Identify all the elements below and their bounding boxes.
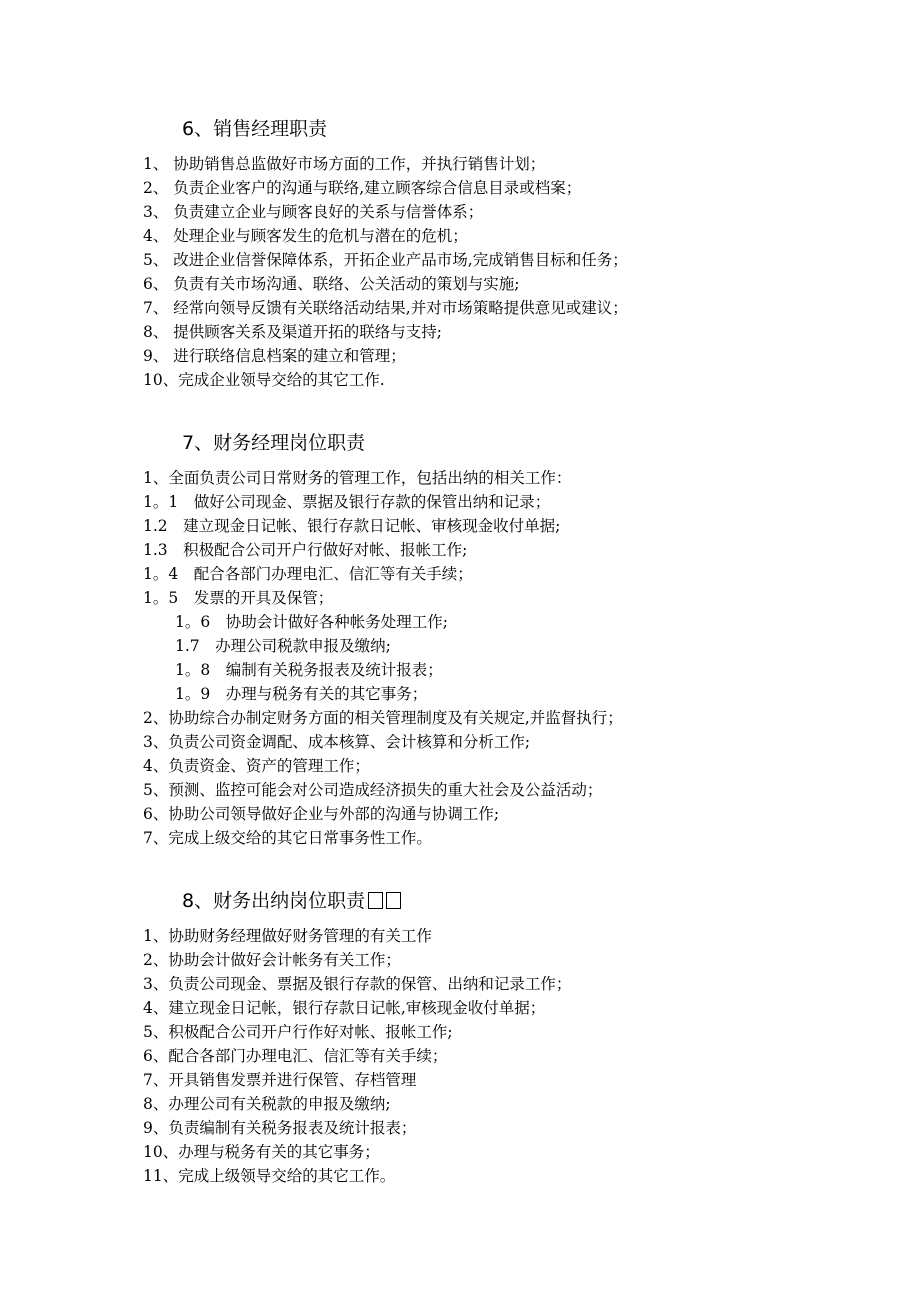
list-item: 10、完成企业领导交给的其它工作.: [143, 371, 385, 389]
list-item: 2、 负责企业客户的沟通与联络,建立顾客综合信息目录或档案；: [143, 179, 582, 197]
list-item: 7、完成上级交给的其它日常事务性工作。: [143, 829, 432, 847]
list-item: 6、配合各部门办理电汇、信汇等有关手续；: [143, 1047, 448, 1065]
list-item: 1。8 编制有关税务报表及统计报表；: [175, 661, 443, 679]
section-heading: 6、销售经理职责: [182, 118, 328, 140]
list-item: 4、建立现金日记帐，银行存款日记帐,审核现金收付单据；: [143, 999, 546, 1017]
list-item: 5、积极配合公司开户行作好对帐、报帐工作;: [143, 1023, 453, 1041]
list-item: 1、协助财务经理做好财务管理的有关工作: [143, 927, 432, 945]
list-item: 1、全面负责公司日常财务的管理工作，包括出纳的相关工作：: [143, 469, 572, 487]
section-heading-text: 8、财务出纳岗位职责: [182, 890, 366, 912]
list-item: 1。4 配合各部门办理电汇、信汇等有关手续；: [143, 565, 473, 583]
list-item: 9、 进行联络信息档案的建立和管理；: [143, 347, 406, 365]
list-item: 2、协助会计做好会计帐务有关工作；: [143, 951, 401, 969]
placeholder-boxes: [365, 891, 401, 915]
list-item: 8、 提供顾客关系及渠道开拓的联络与支持;: [143, 323, 443, 341]
list-item: 11、完成上级领导交给的其它工作。: [143, 1167, 396, 1185]
list-item: 9、负责编制有关税务报表及统计报表；: [143, 1119, 417, 1137]
list-item: 1。1 做好公司现金、票据及银行存款的保管出纳和记录；: [143, 493, 551, 511]
list-item: 1.7 办理公司税款申报及缴纳;: [175, 637, 391, 655]
list-item: 3、负责公司现金、票据及银行存款的保管、出纳和记录工作；: [143, 975, 572, 993]
section-heading: 7、财务经理岗位职责: [182, 432, 366, 454]
list-item: 1、 协助销售总监做好市场方面的工作，并执行销售计划；: [143, 155, 546, 173]
list-item: 5、预测、监控可能会对公司造成经济损失的重大社会及公益活动；: [143, 781, 603, 799]
list-item: 1.3 积极配合公司开户行做好对帐、报帐工作;: [143, 541, 468, 559]
list-item: 4、 处理企业与顾客发生的危机与潜在的危机；: [143, 227, 468, 245]
list-item: 3、负责公司资金调配、成本核算、会计核算和分析工作;: [143, 733, 531, 751]
list-item: 3、 负责建立企业与顾客良好的关系与信誉体系；: [143, 203, 484, 221]
list-item: 7、 经常向领导反馈有关联络活动结果,并对市场策略提供意见或建议；: [143, 299, 628, 317]
section-heading: [182, 889, 401, 915]
list-item: 8、办理公司有关税款的申报及缴纳;: [143, 1095, 391, 1113]
list-item: 10、办理与税务有关的其它事务；: [143, 1143, 380, 1161]
list-item: 7、开具销售发票并进行保管、存档管理: [143, 1071, 417, 1089]
list-item: 1。5 发票的开具及保管；: [143, 589, 334, 607]
list-item: 6、 负责有关市场沟通、联络、公关活动的策划与实施;: [143, 275, 520, 293]
list-item: 5、 改进企业信誉保障体系，开拓企业产品市场,完成销售目标和任务；: [143, 251, 628, 269]
missing-glyph-box: [368, 892, 383, 909]
list-item: 2、协助综合办制定财务方面的相关管理制度及有关规定,并监督执行；: [143, 709, 623, 727]
list-item: 1。6 协助会计做好各种帐务处理工作;: [175, 613, 448, 631]
list-item: 1.2 建立现金日记帐、银行存款日记帐、审核现金收付单据;: [143, 517, 561, 535]
missing-glyph-box: [386, 892, 401, 909]
list-item: 1。9 办理与税务有关的其它事务；: [175, 685, 428, 703]
list-item: 4、负责资金、资产的管理工作；: [143, 757, 370, 775]
list-item: 6、协助公司领导做好企业与外部的沟通与协调工作;: [143, 805, 500, 823]
